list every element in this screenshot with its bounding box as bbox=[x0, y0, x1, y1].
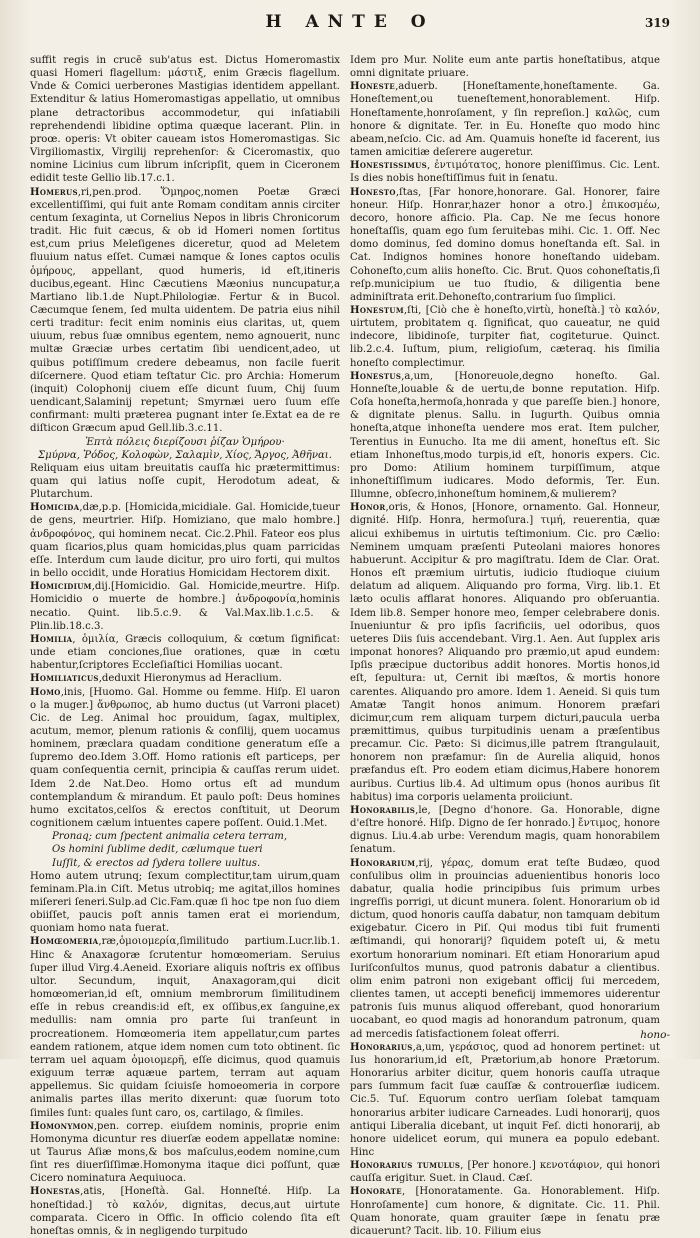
dictionary-entry bbox=[350, 1041, 660, 1159]
entry-lemma: Homicida bbox=[30, 502, 80, 514]
entry-text: ,rij, γέρας, domum erat teſte Budæo, quod conſulibus olim in prouincias aduenientibus honoris loco dabatur, qualia hodie principibus ſuis primum urbes ingreſſis porrigi, ut dicunt munera. ſolent. Honorarium ob id dictum, quod honoris cauſſa dabatur, non tamquam debitum exigebatur. Cicero in Piſ. Qui modus tibi fuit frumenti æſtimandi, qui honorarij? ſiquidem poteſt ui, & metu exortum honorarium nominari. Eſt etiam Honorarium apud Iuriſconſultos munus, quod patronis dabatur a clientibus. olim enim patroni non exigebant officij ſui mercedem, clientes tamen, ut accepti beneficij immemores uiderentur patronis ſuis munus aliquod offerebant, quod honorarium uocabant, eo quod magis ad honorandum patronum, quam ad mercedis ſatisfactionem ſoleat offerri. bbox=[350, 857, 660, 1040]
verse-line: Ἑπτὰ πόλεις διερίζουσι ῥίζαν Ὁμήρου· bbox=[85, 436, 285, 448]
entry-text: Homo autem utrunq; ſexum complectitur,tam uirum,quam feminam.Pla.in Ciſt. Metus utrobiq; me agitat,illos homines miſereri ſeneri.Sulp.ad Cic.Fam.quæ ſi hoc tpe non ſuo diem obiiſſet, paucis poſt annis tamen erat ei moriendum, quoniam homo nata fuerat. bbox=[30, 870, 340, 935]
entry-lemma: Honorarium bbox=[350, 857, 416, 869]
entry-lemma: Homiliaticus bbox=[30, 673, 99, 685]
dictionary-entry bbox=[30, 870, 340, 936]
entry-lemma: Honestas bbox=[30, 1186, 81, 1198]
entry-lemma: Honor bbox=[350, 502, 386, 514]
verse-line: Iuſſit, & erectos ad ſydera tollere uultus. bbox=[52, 857, 261, 869]
entry-text: ,atis, [Honeſtà. Gal. Honneſté. Hiſp. La honeſtidad.] τὸ καλόν, dignitas, decus,aut uirtute comparata. Cicero in Offic. In officio colendo ſita eſt honeſtas omnis, & in negligendo turpitudo bbox=[30, 1186, 340, 1237]
dictionary-entry bbox=[350, 159, 660, 185]
entry-lemma: Homerus bbox=[30, 186, 78, 198]
catchword: hono- bbox=[640, 1029, 670, 1041]
entry-text: ,ræ,ὁμοιομερία,ſimilitudo partium.Lucr.lib.1. Hinc & Anaxagoræ ſcrutentur homœomeriam. Seruius ſuper illud Virg.4.Aeneid. Exoriare aliquis noſtris ex oſſibus ultor. Secundum, inquit, Anaxagoram,qui dicit homœomerian,id eſt, omnium membrorum ſimilitudinem eſſe in rebus creandis:id eſt, ex oſſibus,ex ſanguine,ex medullis: nam omnia pro parte ſui tranſeunt in procreationem. Homœomeria item appellatur,cum partes eandem rationem, atque idem nomen cum toto obtinent. ſic terram uel aquam ὁμοιομερῆ, eſſe dicimus, quod quamuis exiguum terræ aquæue partem, terram aut aquam appellemus. Sic quidam ſciuisſe homoeomeria in corpore animalis partes illas merito dixerunt: quæ ſuorum toto ſimiles ſunt: quales ſunt caro, os, cartilago, & ſimiles. bbox=[30, 936, 340, 1119]
dictionary-entry bbox=[30, 935, 340, 1119]
dictionary-entry bbox=[350, 186, 660, 304]
entry-text: , [Per honore.] κενοτάφιον, qui honori cauſſa erigitur. Suet. in Claud. Cæſ. bbox=[350, 1160, 660, 1185]
dictionary-entry bbox=[30, 672, 340, 685]
entry-text: , [Honoratamente. Ga. Honorablement. Hiſp. Honroſamente] cum honore, & dignitate. Cic. 11. Phil. Quam honorate, quam grauiter ſæpe in ſenatu præ dicauerunt? Tacit. lib. 10. Filium eius bbox=[350, 1186, 660, 1237]
entry-text: ,inis, [Huomo. Gal. Homme ou femme. Hiſp. El uaron o la muger.] ἄνθρωπος, ab humo ductus (ut Varroni placet) Cic. de Leg. Animal hoc prouidum, ſagax, multiplex, acutum, memor, plenum rationis & conſilij, quem uocamus hominem, præclara quadam conditione generatum eſſe a ſupremo deo.Idem 3.Off. Homo rationis eſt particeps, per quam conſequentia cernit, principia & cauſſas rerum uidet. Idem 2.de Nat.Deo. Homo ortus eſt ad mundum contemplandum & mirandum. Et paulo poſt: Deus homines humo excitatos,celſos & erectos conſtituit, ut Deorum cognitionem cælum intuentes capere poſſent. Ouid.1.Met. bbox=[30, 686, 340, 830]
entry-lemma: Homœomeria bbox=[30, 936, 99, 948]
dictionary-entry bbox=[350, 54, 660, 80]
dictionary-entry bbox=[30, 186, 340, 436]
dictionary-entry bbox=[350, 1185, 660, 1238]
entry-text: ,aduerb. [Honeſtamente,honeſtamente. Ga. Honeſtement,ou tueneſtement,honorablement. Hiſp. Honeſtamente,honroſament, y ſin repreſion.] καλῶς, cum honore & dignitate. Ter. in Eu. Honeſte quo modo hinc abeam,neſcio. Cic. ad Am. Quamuis honeſte id facerent, ius tamen amicitiæ deſerere augeretur. bbox=[350, 81, 660, 159]
dictionary-entry bbox=[30, 633, 340, 672]
running-head: H ANTE O bbox=[265, 12, 435, 32]
entry-lemma: Homonymon bbox=[30, 1120, 94, 1132]
entry-lemma: Homilia bbox=[30, 633, 73, 645]
entry-text: ,ri,pen.prod. Ὅμηρος,nomen Poetæ Græci excellentiſſimi, qui fuit ante Romam conditam annis circiter centum ſexaginta, ut Cornelius Nepos in libris Chronicorum tradit. Hic fuit cæcus, & ob id Homeri nomen ſortitus est,cum prius Meleſigenes diceretur, quod ad Meletem fluuium natus eſſet. Cumæi namque & Iones captos oculis ὁμήρους, appellant, quod humeris, id eſt,itineris ducibus,egeant. Hinc Cæcutiens Mæonius nuncupatur,a Martiano lib.1.de Nupt.Philologiæ. Fertur & in Bucol. Cæcumque ſenem, ſed multa uidentem. De patria eius nihil certi traditur: fecit enim nominis eius claritas, ut, quem uiuum, rebus ſuæ omnibus egentem, nemo agnouerit, nunc multæ Græciæ urbes certatim ſibi uendicent,adeo, ut quibus potiſſimum credere debeamus, non facile fuerit diſcernere. Quod etiam teſtatur Cic. pro Archia: Homerum (inquit) Colophonij ciuem eſſe dicunt ſuum, Chij ſuum uendicant,Salaminij repetunt; Smyrnæi uero ſuum eſſe confirmant: multi præterea pugnant inter ſe.Extat ea de re diſticon Græcum apud Gell.lib.3.c.11. bbox=[30, 186, 340, 435]
entry-lemma: Honorarius bbox=[350, 1041, 413, 1053]
entry-text: ,dij.[Homicidio. Gal. Homicide,meurtre. Hiſp. Homicidio o muerte de hombre.] ἀνδροφονία,hominis necatio. Quint. lib.5.c.9. & Val.Max.lib.1.c.5. & Plin.lib.18.c.3. bbox=[30, 581, 340, 632]
dictionary-entry bbox=[30, 1185, 340, 1238]
entry-text: ,deduxit Hieronymus ad Heraclium. bbox=[98, 673, 282, 685]
dictionary-entry bbox=[350, 304, 660, 370]
entry-text: , ὁμιλία, Græcis colloquium, & cœtum ſignificat: unde etiam conciones,ſiue orationes, quæ in cœtu habentur,ſcriptores Eccleſiaſtici Homilias uocant. bbox=[30, 633, 340, 672]
verse-line: Pronaq; cum ſpectent animalia cetera terram, bbox=[52, 831, 288, 843]
entry-lemma: Homo bbox=[30, 686, 61, 698]
entry-lemma: Honestus bbox=[350, 370, 402, 382]
entry-lemma: Honeste bbox=[350, 81, 396, 93]
entry-lemma: Honestum bbox=[350, 304, 404, 316]
entry-text: Reliquam eius uitam breuitatis cauſſa hic prætermittimus: quam qui latius noſſe cupit, Herodotum adeat, & Plutarchum. bbox=[30, 462, 340, 501]
entry-lemma: Honorate bbox=[350, 1186, 402, 1198]
dictionary-entry bbox=[350, 370, 660, 502]
dictionary-entry bbox=[350, 1159, 660, 1185]
entry-lemma: Honesto bbox=[350, 186, 396, 198]
entry-text: Idem pro Mur. Nolite eum ante partis honeſtatibus, atque omni dignitate priuare. bbox=[350, 55, 660, 80]
left-column bbox=[30, 54, 340, 1237]
entry-text: , ἐντιμότατος, honore pleniſſimus. Cic. Lent. Is dies nobis honeſtiſſimus fuit in ſenatu. bbox=[350, 160, 660, 185]
entry-lemma: Honorarius tumulus bbox=[350, 1160, 461, 1172]
entry-lemma: Honestissimus bbox=[350, 160, 427, 172]
dictionary-entry bbox=[30, 462, 340, 501]
dictionary-entry bbox=[30, 1120, 340, 1186]
entry-text: ,a,um, [Honoreuole,degno honeſto. Gal. Honneſte,louable & de uertu,de bonne reputation. Hiſp. Coſa honeſta,hermoſa,honrada y que pareſſe bien.] honore, & dignitate plenus. Sallu. in Iugurth. Quibus omnia honeſta,atque inhoneſta uendere mos erat. Item pulcher, Terentius in Eunucho. Ita me dii ament, honeſtus eſt. Sic etiam Inhoneſtus,modo turpis,id eſt, honoris expers. Cic. pro Domo: Atilium hominem turpiſſimum, atque inhoneſtiſſimum iudicares. Modo deformis, Ter. Eun. Illumne, obſecro,inhoneſtum hominem,& mulierem? bbox=[350, 370, 660, 501]
entry-text: ,a,um, γεράσιος, quod ad honorem pertinet: ut Ius honorarium,id eſt, Prætorium,ab honore Prætorum. Honorarius arbiter dicitur, quem honoris cauſſa utraque pars ſummum facit ſuæ cauſſæ & controuerſiæ iudicem. Cic.5. Tuſ. Equorum contro uerſiam ſolebat tamquam honorarius arbiter iudicare Carneades. Ludi honorarij, quos antiqui Liberalia dicebant, ut inquit Feſ. dicti honorarij, ab honore uidelicet eorum, qui munera ea populo edebant. Hinc bbox=[350, 1041, 660, 1158]
entry-text: ,oris, & Honos, [Honore, ornamento. Gal. Honneur, dignité. Hiſp. Honra, hermoſura.] τιμή, reuerentia, quæ alicui exhibemus in uirtutis teſtimonium. Cic. pro Cælio: Neminem umquam præſenti Puteolani maiores honores habuerunt. Accipitur & pro magiſtratu. Idem de Clar. Orat. Honos eſt præmium uirtutis, iudicio ſtudioque ciuium delatum ad aliquem. Aliquando pro forma, Virg. lib.1. Et læto oculis afflarat honores. Aliquando pro obſeruantia. Idem lib.8. Semper honore meo, ſemper celebrabere donis. Inueniuntur & pro ipſis ſacrificiis, uel odoribus, quos ueteres Diis ſuis accendebant. Virg.1. Aen. Aut ſupplex aris imponat honores? Aliquando pro præmio,ut apud eundem: Ipſis præcipue ductoribus addit honores. Mortis honos,id eſt, ſepultura: ut, Cernit ibi mæſtos, & mortis honore carentes. Aliquando pro amore. Idem 1. Aeneid. Si quis tum Amatæ Tangit honos animum. Honorem præfari dicimur,cum rem aliquam turpem dicturi,paucula uerba præmittimus, quibus turpitudinis uenam a præſentibus precamur. Cic. Pæto: Si dicimus,ille patrem ſtrangulauit, honorem non præfamur: ſin de Aurelia aliquid, honos præfandus eſt. Pro eodem etiam dicimus,Habere honorem auribus. Curtius lib.4. Ad ultimum opus (honos auribus ſit habitus) ima corporis uelamenta proiiciunt. bbox=[350, 502, 660, 803]
dictionary-entry bbox=[350, 80, 660, 159]
dictionary-entry bbox=[30, 580, 340, 633]
page-number: 319 bbox=[644, 16, 670, 30]
dictionary-entry bbox=[30, 54, 340, 186]
dictionary-entry bbox=[30, 686, 340, 831]
entry-lemma: Homicidium bbox=[30, 581, 92, 593]
page-header bbox=[0, 8, 700, 34]
dictionary-entry bbox=[350, 501, 660, 804]
dictionary-entry bbox=[350, 804, 660, 857]
right-column bbox=[350, 54, 660, 1237]
verse-line: Σμύρνα, Ῥόδος, Κολοφὼν, Σαλαμὶν, Χίος, Ἄργος, Ἀθῆναι. bbox=[38, 449, 332, 461]
dictionary-entry bbox=[30, 501, 340, 580]
verse-line: Os homini ſublime dedit, cælumque tueri bbox=[52, 844, 263, 856]
entry-text: ,dæ,p.p. [Homicida,micidiale. Gal. Homicide,tueur de gens, meurtrier. Hiſp. Homiziano, que malo hombre.] ἀνδροφόνος, qui hominem necat. Cic.2.Phil. Fateor eos plus quam ſicarios,plus quam homicidas,plus quam parricidas eſſe. Interdum cum laude dicitur, pro uiro forti, qui multos in bello occidit, unde Horatius Homicidam Hectorem dixit. bbox=[30, 502, 340, 580]
dictionary-entry bbox=[350, 857, 660, 1041]
entry-text: ,ſti, [Ciò che è honeſto,virtù, honeſtà.] τὸ καλόν, uirtutem, probitatem q. ſignificat, quo caueatur, ne quid indecore, libidinoſe, turpiter fiat, cogiteturue. Quinct. lib.2.c.4. Iuſtum, pium, religioſum, cæteraq. his ſimilia honeſto complectimur. bbox=[350, 304, 660, 369]
entry-lemma: Honorabilis bbox=[350, 804, 416, 816]
entry-text: ,le, [Degno d'honore. Ga. Honorable, digne d'eſtre honoré. Hiſp. Digno de ſer honrado.] ἔντιμος, honore dignus. Liu.4.ab urbe: Verendum magis, quam honorabilem ſenatum. bbox=[350, 804, 660, 856]
entry-text: ,pen. correp. eiuſdem nominis, proprie enim Homonyma dicuntur res diuerſæ eodem appellatæ nomine: ut Taurus Aſiæ mons,& bos maſculus,eodem nomine,cum ſint res diuerſiſſimæ.Homonyma itaque dici poſſunt, quæ Cicero nominatura Aequiuoca. bbox=[30, 1120, 340, 1185]
entry-text: suffit regis in crucē sub'atus est. Dictus Homeromastix quasi Homeri flagellum: μάστιξ, enim Græcis flagellum. Vnde & Comici uerberones Mastigias identidem appellant. Extenditur & latius Homeromastigas appellatio, ut omnibus plane detractoribus accommodetur, qui inſatiabili reprehendendi libidine optima quæque lacerant. Plin. in proœ. operis: Vt obiter caueam istos Homeromastigas. Sic Virgiliomastix, Virgilij reprehenſor: & Ciceromastix, quo nomine Licinius cum librum inſcripſit, quem in Ciceronem edidit teste Gellio lib.17.c.1. bbox=[30, 55, 340, 185]
entry-text: ,ſtas, [Far honore,honorare. Gal. Honorer, faire honeur. Hiſp. Honrar,hazer honor a otro.] ἐπικοσμέω, decoro, honore aſficio. Pla. Cap. Ne me ſecus honore honeſtaſſis, quam ego ſum ſeruitebas mihi. Cic. 1. Off. Nec domo dominus, ſed domino domus honeſtanda eſt. Sal. in Cat. Indignos homines honore honeſtando uidebam. Cohoneſto,cum aliis honeſto. Cic. Brut. Quos cohoneſtatis,ſi reſp.municipium ue tuo ſtudio, & diligentia bene adminiſtrata erit.Dehoneſto,contrarium ſuo ſimplici. bbox=[350, 186, 660, 303]
